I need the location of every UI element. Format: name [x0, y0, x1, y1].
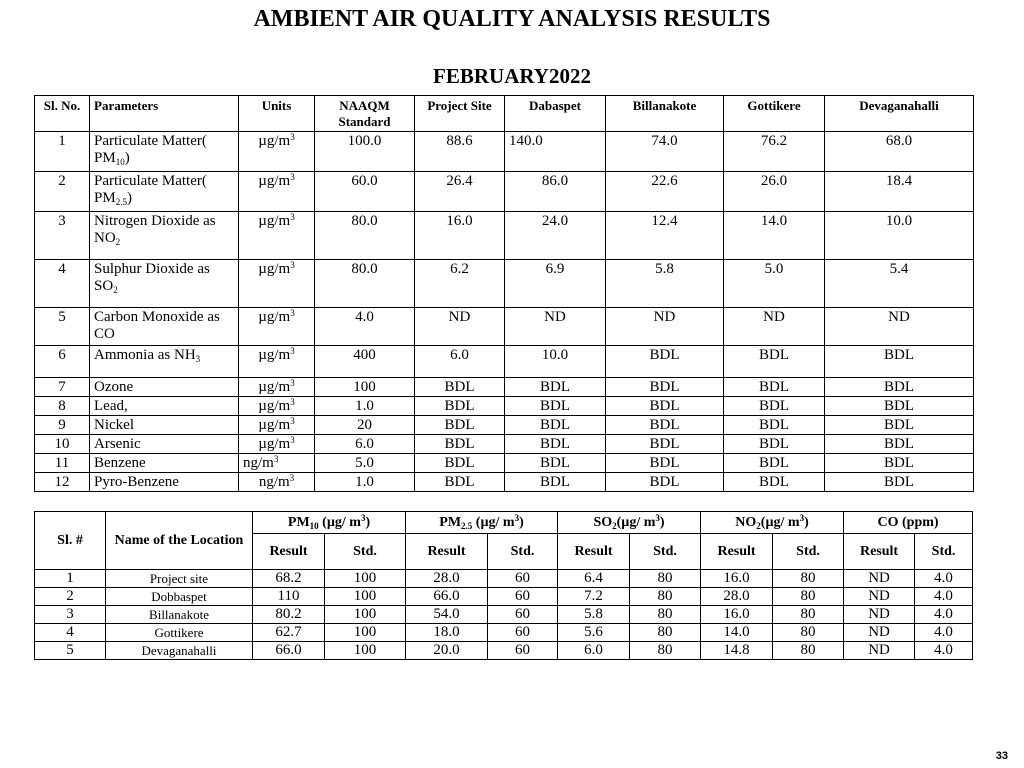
cell-parameter: [90, 212, 239, 260]
unit-text: ng/m: [243, 455, 274, 471]
unit-superscript: 3: [273, 454, 279, 464]
cell-parameter: [90, 435, 239, 454]
group-unit: (µg/ m: [616, 514, 656, 530]
parameter-suffix: ): [126, 190, 132, 206]
cell-unit: [239, 416, 315, 435]
cell-devaganahalli: BDL: [825, 435, 974, 454]
cell-result: 62.7: [253, 624, 325, 642]
group-base: PM: [287, 514, 310, 530]
cell-result: ND: [844, 642, 915, 660]
cell-devaganahalli: BDL: [825, 378, 974, 397]
header-result: Result: [253, 534, 325, 570]
cell-std: 80: [630, 642, 701, 660]
cell-parameter: [90, 378, 239, 397]
cell-naaqm: 1.0: [315, 397, 415, 416]
cell-billanakote: BDL: [606, 435, 724, 454]
cell-std: 4.0: [915, 588, 973, 606]
cell-project-site: ND: [415, 308, 505, 346]
unit-text: µg/m: [258, 347, 291, 363]
table-row: [35, 397, 974, 416]
table-row: [35, 606, 973, 624]
cell-gottikere: BDL: [724, 435, 825, 454]
parameter-name: Ozone: [94, 379, 134, 395]
cell-result: 14.8: [701, 642, 773, 660]
group-base: CO (ppm): [877, 514, 939, 530]
group-superscript: 3: [514, 512, 520, 523]
cell-billanakote: BDL: [606, 378, 724, 397]
cell-std: 100: [325, 606, 406, 624]
unit-superscript: 3: [290, 346, 295, 356]
group-close: ): [804, 514, 809, 530]
cell-location: Billanakote: [106, 606, 253, 624]
parameter-subscript: 2.5: [115, 197, 127, 207]
unit-superscript: 3: [290, 132, 295, 142]
cell-devaganahalli: 18.4: [825, 172, 974, 212]
cell-slno: 4: [35, 260, 90, 308]
cell-std: 80: [773, 570, 844, 588]
cell-naaqm: 100.0: [315, 132, 415, 172]
cell-std: 80: [773, 642, 844, 660]
parameter-name: Ammonia as NH: [94, 347, 196, 363]
page-title: AMBIENT AIR QUALITY ANALYSIS RESULTS: [253, 6, 771, 32]
group-unit: (µg/ m: [472, 514, 515, 530]
group-unit: (µg/ m: [318, 514, 361, 530]
cell-dabaspet: 24.0: [505, 212, 606, 260]
table-row: [35, 454, 974, 473]
cell-std: 80: [630, 588, 701, 606]
header-std: Std.: [325, 534, 406, 570]
cell-result: 20.0: [406, 642, 488, 660]
group-close: ): [659, 514, 665, 530]
cell-parameter: [90, 260, 239, 308]
cell-naaqm: 5.0: [315, 454, 415, 473]
cell-gottikere: 14.0: [724, 212, 825, 260]
table-row: [35, 624, 973, 642]
cell-gottikere: BDL: [724, 416, 825, 435]
cell-devaganahalli: BDL: [825, 397, 974, 416]
cell-parameter: [90, 132, 239, 172]
cell-std: 100: [325, 570, 406, 588]
parameter-subscript: 3: [195, 354, 201, 364]
cell-std: 80: [773, 606, 844, 624]
header-parameters: Parameters: [90, 96, 239, 132]
group-subscript: 2: [756, 520, 761, 531]
header-result: Result: [701, 534, 773, 570]
group-superscript: 3: [799, 512, 805, 523]
cell-unit: [239, 308, 315, 346]
table-row: [35, 473, 974, 492]
cell-result: ND: [844, 588, 915, 606]
parameter-name: Pyro-Benzene: [94, 474, 179, 490]
cell-unit: [239, 212, 315, 260]
cell-parameter: [90, 172, 239, 212]
cell-project-site: BDL: [415, 473, 505, 492]
cell-devaganahalli: 68.0: [825, 132, 974, 172]
cell-billanakote: 22.6: [606, 172, 724, 212]
group-base: NO: [735, 514, 757, 530]
header-group: [844, 512, 973, 534]
cell-devaganahalli: ND: [825, 308, 974, 346]
page-number: 33: [995, 750, 1008, 762]
cell-slno: 10: [35, 435, 90, 454]
cell-location: Gottikere: [106, 624, 253, 642]
cell-dabaspet: BDL: [505, 378, 606, 397]
header-std: Std.: [630, 534, 701, 570]
cell-project-site: BDL: [415, 397, 505, 416]
cell-sl: 2: [35, 588, 106, 606]
table-row: [35, 416, 974, 435]
cell-unit: [239, 454, 315, 473]
cell-project-site: BDL: [415, 454, 505, 473]
cell-result: ND: [844, 624, 915, 642]
cell-billanakote: ND: [606, 308, 724, 346]
cell-unit: [239, 132, 315, 172]
cell-slno: 12: [35, 473, 90, 492]
cell-result: 54.0: [406, 606, 488, 624]
cell-dabaspet: 86.0: [505, 172, 606, 212]
header-group: [701, 512, 844, 534]
cell-parameter: [90, 473, 239, 492]
cell-gottikere: ND: [724, 308, 825, 346]
cell-result: 5.6: [558, 624, 630, 642]
cell-std: 60: [488, 588, 558, 606]
cell-naaqm: 80.0: [315, 212, 415, 260]
cell-result: 16.0: [701, 606, 773, 624]
cell-result: 7.2: [558, 588, 630, 606]
table-row: [35, 212, 974, 260]
cell-unit: [239, 172, 315, 212]
header-naaqm: NAAQM Standard: [315, 96, 415, 132]
parameter-name: Nickel: [94, 417, 134, 433]
cell-gottikere: BDL: [724, 473, 825, 492]
cell-devaganahalli: BDL: [825, 454, 974, 473]
unit-text: µg/m: [258, 379, 291, 395]
cell-result: ND: [844, 570, 915, 588]
cell-billanakote: BDL: [606, 397, 724, 416]
parameter-name: Sulphur Dioxide as SO: [94, 261, 210, 294]
cell-result: 5.8: [558, 606, 630, 624]
cell-naaqm: 80.0: [315, 260, 415, 308]
cell-dabaspet: BDL: [505, 416, 606, 435]
table-row: [35, 378, 974, 397]
cell-dabaspet: ND: [505, 308, 606, 346]
cell-result: 66.0: [253, 642, 325, 660]
cell-project-site: 88.6: [415, 132, 505, 172]
parameter-subscript: 10: [115, 157, 125, 167]
cell-gottikere: 26.0: [724, 172, 825, 212]
cell-std: 80: [773, 588, 844, 606]
cell-std: 60: [488, 624, 558, 642]
page-subtitle: FEBRUARY2022: [433, 64, 591, 88]
parameter-name: Lead,: [94, 398, 128, 414]
cell-sl: 3: [35, 606, 106, 624]
cell-std: 80: [773, 624, 844, 642]
cell-slno: 1: [35, 132, 90, 172]
parameter-name: Particulate Matter( PM: [94, 133, 207, 166]
cell-project-site: 6.0: [415, 346, 505, 378]
unit-superscript: 3: [290, 212, 295, 222]
cell-sl: 4: [35, 624, 106, 642]
cell-devaganahalli: BDL: [825, 416, 974, 435]
header-dabaspet: Dabaspet: [505, 96, 606, 132]
cell-naaqm: 100: [315, 378, 415, 397]
cell-billanakote: 5.8: [606, 260, 724, 308]
cell-result: 6.0: [558, 642, 630, 660]
header-group: [558, 512, 701, 534]
cell-devaganahalli: BDL: [825, 346, 974, 378]
parameter-name: Nitrogen Dioxide as NO: [94, 213, 216, 246]
header-slno: Sl. No.: [35, 96, 90, 132]
cell-std: 60: [488, 642, 558, 660]
unit-text: µg/m: [258, 398, 291, 414]
cell-std: 100: [325, 624, 406, 642]
group-superscript: 3: [360, 512, 366, 523]
cell-slno: 6: [35, 346, 90, 378]
cell-naaqm: 400: [315, 346, 415, 378]
unit-text: µg/m: [258, 261, 291, 277]
unit-superscript: 3: [290, 416, 295, 426]
table-row: [35, 260, 974, 308]
header-gottikere: Gottikere: [724, 96, 825, 132]
cell-devaganahalli: 5.4: [825, 260, 974, 308]
cell-slno: 8: [35, 397, 90, 416]
unit-superscript: 3: [289, 473, 295, 483]
cell-naaqm: 4.0: [315, 308, 415, 346]
parameter-name: Benzene: [94, 455, 146, 471]
cell-billanakote: BDL: [606, 346, 724, 378]
table-row: [35, 132, 974, 172]
cell-gottikere: BDL: [724, 454, 825, 473]
table-row: [35, 435, 974, 454]
cell-result: 28.0: [701, 588, 773, 606]
cell-billanakote: BDL: [606, 473, 724, 492]
cell-sl: 1: [35, 570, 106, 588]
cell-unit: [239, 346, 315, 378]
unit-superscript: 3: [290, 260, 295, 270]
cell-std: 80: [630, 606, 701, 624]
cell-std: 4.0: [915, 642, 973, 660]
group-unit: (µg/ m: [760, 514, 800, 530]
cell-gottikere: BDL: [724, 378, 825, 397]
cell-result: 68.2: [253, 570, 325, 588]
cell-std: 60: [488, 570, 558, 588]
group-subscript: 2: [612, 520, 617, 531]
cell-parameter: [90, 308, 239, 346]
group-subscript: 10: [309, 520, 319, 531]
cell-parameter: [90, 346, 239, 378]
cell-parameter: [90, 416, 239, 435]
unit-superscript: 3: [290, 308, 295, 318]
table-header-row: [35, 512, 973, 534]
table-header-row: [35, 96, 974, 132]
cell-devaganahalli: 10.0: [825, 212, 974, 260]
cell-project-site: BDL: [415, 378, 505, 397]
cell-location: Devaganahalli: [106, 642, 253, 660]
cell-dabaspet: 10.0: [505, 346, 606, 378]
cell-location: Project site: [106, 570, 253, 588]
parameter-name: Arsenic: [94, 436, 141, 452]
unit-text: µg/m: [258, 417, 291, 433]
cell-dabaspet: BDL: [505, 435, 606, 454]
parameter-subscript: 2: [113, 285, 118, 295]
cell-location: Dobbaspet: [106, 588, 253, 606]
cell-result: 80.2: [253, 606, 325, 624]
cell-billanakote: 12.4: [606, 212, 724, 260]
table-row: [35, 308, 974, 346]
unit-text: ng/m: [258, 474, 290, 490]
table-row: [35, 172, 974, 212]
cell-billanakote: 74.0: [606, 132, 724, 172]
header-std: Std.: [915, 534, 973, 570]
cell-std: 100: [325, 642, 406, 660]
cell-project-site: 16.0: [415, 212, 505, 260]
unit-text: µg/m: [258, 213, 291, 229]
location-summary-table: [34, 511, 973, 660]
header-project-site: Project Site: [415, 96, 505, 132]
header-group: [406, 512, 558, 534]
header-result: Result: [844, 534, 915, 570]
header-devaganahalli: Devaganahalli: [825, 96, 974, 132]
cell-devaganahalli: BDL: [825, 473, 974, 492]
header-units: Units: [239, 96, 315, 132]
cell-slno: 5: [35, 308, 90, 346]
cell-parameter: [90, 397, 239, 416]
cell-unit: [239, 397, 315, 416]
unit-superscript: 3: [290, 435, 295, 445]
cell-project-site: 26.4: [415, 172, 505, 212]
cell-unit: [239, 378, 315, 397]
cell-naaqm: 1.0: [315, 473, 415, 492]
cell-result: 28.0: [406, 570, 488, 588]
cell-std: 60: [488, 606, 558, 624]
cell-unit: [239, 260, 315, 308]
cell-sl: 5: [35, 642, 106, 660]
cell-std: 4.0: [915, 570, 973, 588]
cell-slno: 9: [35, 416, 90, 435]
cell-unit: [239, 473, 315, 492]
unit-text: µg/m: [258, 309, 291, 325]
header-std: Std.: [488, 534, 558, 570]
header-sl: Sl. #: [35, 512, 106, 570]
cell-result: 6.4: [558, 570, 630, 588]
group-subscript: 2.5: [461, 520, 473, 531]
cell-naaqm: 6.0: [315, 435, 415, 454]
table-row: [35, 642, 973, 660]
cell-project-site: 6.2: [415, 260, 505, 308]
unit-superscript: 3: [290, 378, 295, 388]
header-result: Result: [558, 534, 630, 570]
cell-dabaspet: 140.0: [505, 132, 606, 172]
cell-parameter: [90, 454, 239, 473]
cell-gottikere: BDL: [724, 346, 825, 378]
header-location: Name of the Location: [106, 512, 253, 570]
cell-result: 18.0: [406, 624, 488, 642]
cell-std: 100: [325, 588, 406, 606]
group-superscript: 3: [655, 512, 660, 523]
header-group: [253, 512, 406, 534]
cell-slno: 2: [35, 172, 90, 212]
parameters-table: [34, 95, 974, 492]
cell-result: 110: [253, 588, 325, 606]
header-billanakote: Billanakote: [606, 96, 724, 132]
cell-slno: 11: [35, 454, 90, 473]
cell-gottikere: 76.2: [724, 132, 825, 172]
cell-dabaspet: 6.9: [505, 260, 606, 308]
cell-billanakote: BDL: [606, 454, 724, 473]
cell-gottikere: 5.0: [724, 260, 825, 308]
table-row: [35, 346, 974, 378]
group-base: SO: [593, 514, 613, 530]
group-close: ): [519, 514, 524, 530]
cell-std: 4.0: [915, 606, 973, 624]
cell-dabaspet: BDL: [505, 397, 606, 416]
cell-result: 14.0: [701, 624, 773, 642]
cell-result: 66.0: [406, 588, 488, 606]
parameter-name: Carbon Monoxide as CO: [94, 309, 220, 342]
cell-project-site: BDL: [415, 435, 505, 454]
group-base: PM: [439, 514, 462, 530]
cell-std: 80: [630, 570, 701, 588]
cell-unit: [239, 435, 315, 454]
parameter-name: Particulate Matter( PM: [94, 173, 207, 206]
unit-text: µg/m: [258, 173, 291, 189]
cell-result: ND: [844, 606, 915, 624]
cell-gottikere: BDL: [724, 397, 825, 416]
cell-std: 4.0: [915, 624, 973, 642]
unit-superscript: 3: [290, 172, 295, 182]
unit-superscript: 3: [290, 397, 295, 407]
cell-dabaspet: BDL: [505, 473, 606, 492]
cell-slno: 7: [35, 378, 90, 397]
cell-naaqm: 20: [315, 416, 415, 435]
cell-std: 80: [630, 624, 701, 642]
cell-result: 16.0: [701, 570, 773, 588]
cell-slno: 3: [35, 212, 90, 260]
parameter-subscript: 2: [115, 237, 121, 247]
cell-naaqm: 60.0: [315, 172, 415, 212]
parameter-suffix: ): [124, 150, 130, 166]
header-std: Std.: [773, 534, 844, 570]
unit-text: µg/m: [258, 436, 291, 452]
cell-dabaspet: BDL: [505, 454, 606, 473]
cell-project-site: BDL: [415, 416, 505, 435]
cell-billanakote: BDL: [606, 416, 724, 435]
group-close: ): [365, 514, 371, 530]
unit-text: µg/m: [258, 133, 291, 149]
table-row: [35, 588, 973, 606]
table-row: [35, 570, 973, 588]
header-result: Result: [406, 534, 488, 570]
